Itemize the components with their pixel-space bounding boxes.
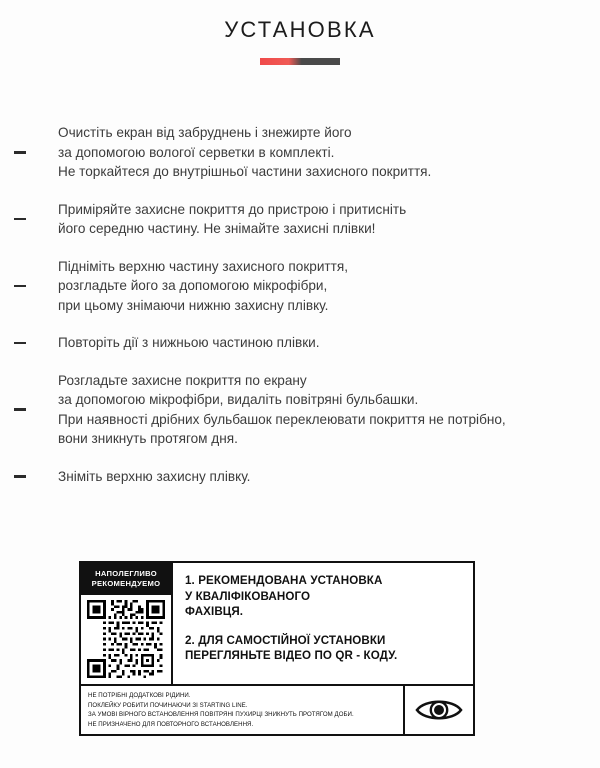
recommendation-card <box>79 561 475 736</box>
step-text-line: розгладьте його за допомогою мікрофібри, <box>58 278 328 294</box>
recommendation-1-line-3: ФАХІВЦЯ. <box>185 605 244 618</box>
qr-code-icon[interactable] <box>87 600 165 678</box>
dash-glyph <box>14 151 26 154</box>
step-bullet-dash <box>0 285 34 288</box>
step-text-line: Зніміть верхню захисну плівку. <box>58 468 251 484</box>
step-text-line: Підніміть верхню частину захисного покриття, <box>58 258 349 274</box>
step-bullet-dash <box>0 151 34 154</box>
dash-glyph <box>14 342 26 345</box>
badge-line-2: РЕКОМЕНДУЕМО <box>91 579 161 588</box>
instruction-step <box>0 200 592 239</box>
step-text-line: за допомогою мікрофібри, видаліть повітряні бульбашки. <box>58 392 419 408</box>
step-text-block <box>34 333 592 353</box>
dash-glyph <box>14 285 26 288</box>
eye-icon-cell <box>403 686 473 734</box>
fineprint-line-2: ПОКЛЕЙКУ РОБИТИ ПОЧИНАЮЧИ ЗІ STARTING LINE. <box>88 701 248 709</box>
card-left-column <box>81 563 173 684</box>
instruction-list <box>0 123 600 486</box>
instruction-step <box>0 333 592 353</box>
step-text-block <box>34 467 592 487</box>
step-bullet-dash <box>0 475 34 478</box>
strongly-recommend-badge <box>81 563 171 595</box>
step-bullet-dash <box>0 218 34 221</box>
fineprint-line-1: НЕ ПОТРІБНІ ДОДАТКОВІ РІДИНИ. <box>88 692 191 699</box>
qr-code-holder <box>81 595 171 684</box>
step-text-line: вони зникнуть протягом дня. <box>58 431 238 447</box>
step-text-block <box>34 371 592 449</box>
badge-line-1: НАПОЛЕГЛИВО <box>95 569 157 578</box>
title-block <box>0 0 600 65</box>
fineprint-line-4: НЕ ПРИЗНАЧЕНО ДЛЯ ПОВТОРНОГО ВСТАНОВЛЕННЯ. <box>88 720 254 728</box>
dash-glyph <box>14 408 26 411</box>
eye-icon <box>415 697 463 723</box>
dash-glyph <box>14 475 26 478</box>
step-text-line: Приміряйте захисне покриття до пристрою і притисніть <box>58 201 407 217</box>
recommendation-spacer <box>185 620 465 633</box>
step-bullet-dash <box>0 342 34 345</box>
step-text-line: його середню частину. Не знімайте захисні плівки! <box>58 221 376 237</box>
step-text-line: за допомогою вологої серветки в комплекті. <box>58 144 335 160</box>
page-title: УСТАНОВКА <box>224 17 376 42</box>
instruction-step <box>0 257 592 316</box>
step-text-line: Розгладьте захисне покриття по екрану <box>58 372 307 388</box>
recommendation-2-line-2: ПЕРЕГЛЯНЬТЕ ВІДЕО ПО QR - КОДУ. <box>185 649 398 662</box>
step-text-line: При наявності дрібних бульбашок переклеювати покриття не потрібно, <box>58 411 506 427</box>
step-bullet-dash <box>0 408 34 411</box>
step-text-block <box>34 257 592 316</box>
step-text-line: Очистіть екран від забруднень і знежирте його <box>58 125 352 141</box>
step-text-line: при цьому знімаючи нижню захисну плівку. <box>58 297 329 313</box>
step-text-line: Повторіть дії з нижньою частиною плівки. <box>58 335 320 351</box>
step-text-block <box>34 200 592 239</box>
card-recommendation-text <box>173 563 473 684</box>
step-text-block <box>34 123 592 182</box>
step-text-line: Не торкайтеся до внутрішньої частини захисного покриття. <box>58 164 432 180</box>
card-top-section <box>81 563 473 684</box>
card-bottom-section <box>81 684 473 734</box>
instruction-step <box>0 123 592 182</box>
recommendation-1-line-2: У КВАЛІФІКОВАНОГО <box>185 589 311 603</box>
dash-glyph <box>14 218 26 221</box>
fineprint-block <box>81 686 403 734</box>
recommendation-1-line-1: 1. РЕКОМЕНДОВАНА УСТАНОВКА <box>185 574 383 587</box>
instruction-step <box>0 467 592 487</box>
fineprint-line-3: ЗА УМОВІ ВІРНОГО ВСТАНОВЛЕННЯ ПОВІТРЯНІ ПУХИРЦІ ЗНИКНУТЬ ПРОТЯГОМ ДОБИ. <box>88 711 354 719</box>
instruction-step <box>0 371 592 449</box>
title-divider <box>260 58 340 65</box>
recommendation-2-line-1: 2. ДЛЯ САМОСТІЙНОЇ УСТАНОВКИ <box>185 633 386 647</box>
